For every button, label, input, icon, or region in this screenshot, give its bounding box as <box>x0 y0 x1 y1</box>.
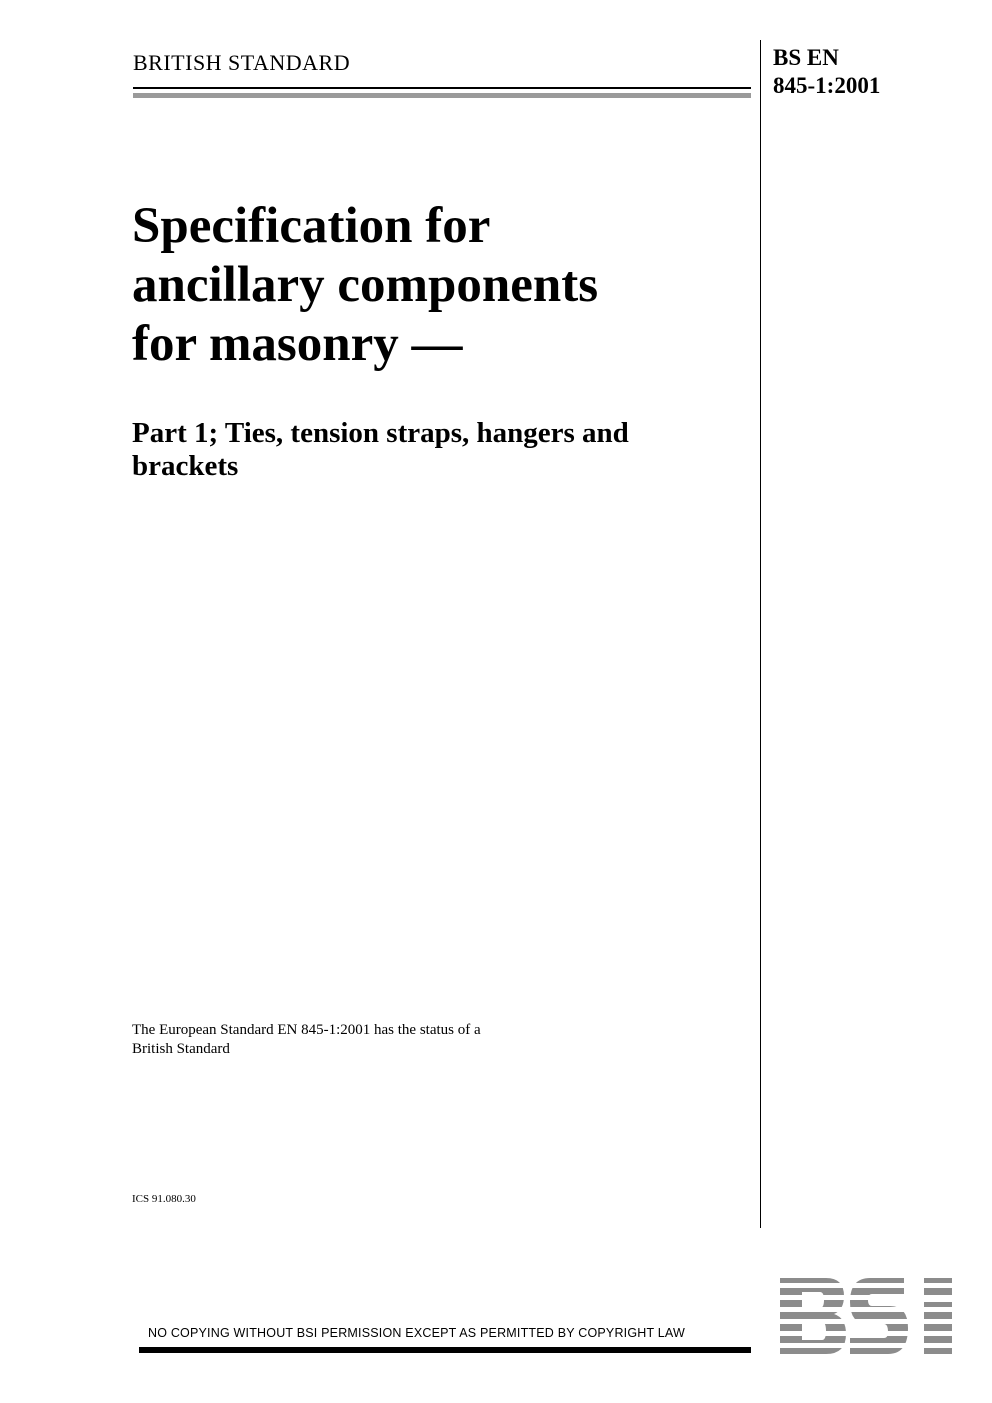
document-subtitle <box>132 417 752 483</box>
document-number-line-1: BS EN <box>773 45 839 70</box>
title-line-2: ancillary components <box>132 257 599 313</box>
status-note-line-1: The European Standard EN 845-1:2001 has the status of a <box>132 1022 481 1038</box>
standard-type-label: BRITISH STANDARD <box>133 50 351 75</box>
vertical-divider <box>760 40 761 1228</box>
bsi-logo <box>778 1276 954 1356</box>
document-number <box>773 44 880 100</box>
bsi-logo-letters <box>780 1278 952 1354</box>
header-divider-thin <box>133 87 751 89</box>
subtitle-line-2: brackets <box>132 450 239 482</box>
copyright-notice: NO COPYING WITHOUT BSI PERMISSION EXCEPT AS PERMITTED BY COPYRIGHT LAW <box>148 1326 686 1340</box>
status-note <box>132 1021 692 1059</box>
status-note-line-2: British Standard <box>132 1041 230 1057</box>
document-title <box>132 197 752 374</box>
title-line-1: Specification for <box>132 198 491 254</box>
subtitle-line-1: Part 1; Ties, tension straps, hangers and <box>132 417 629 449</box>
document-number-line-2: 845-1:2001 <box>773 73 881 98</box>
ics-code: ICS 91.080.30 <box>132 1193 196 1205</box>
title-line-3: for masonry — <box>132 316 463 372</box>
header-divider-thick <box>133 93 751 98</box>
footer-divider <box>139 1347 751 1353</box>
